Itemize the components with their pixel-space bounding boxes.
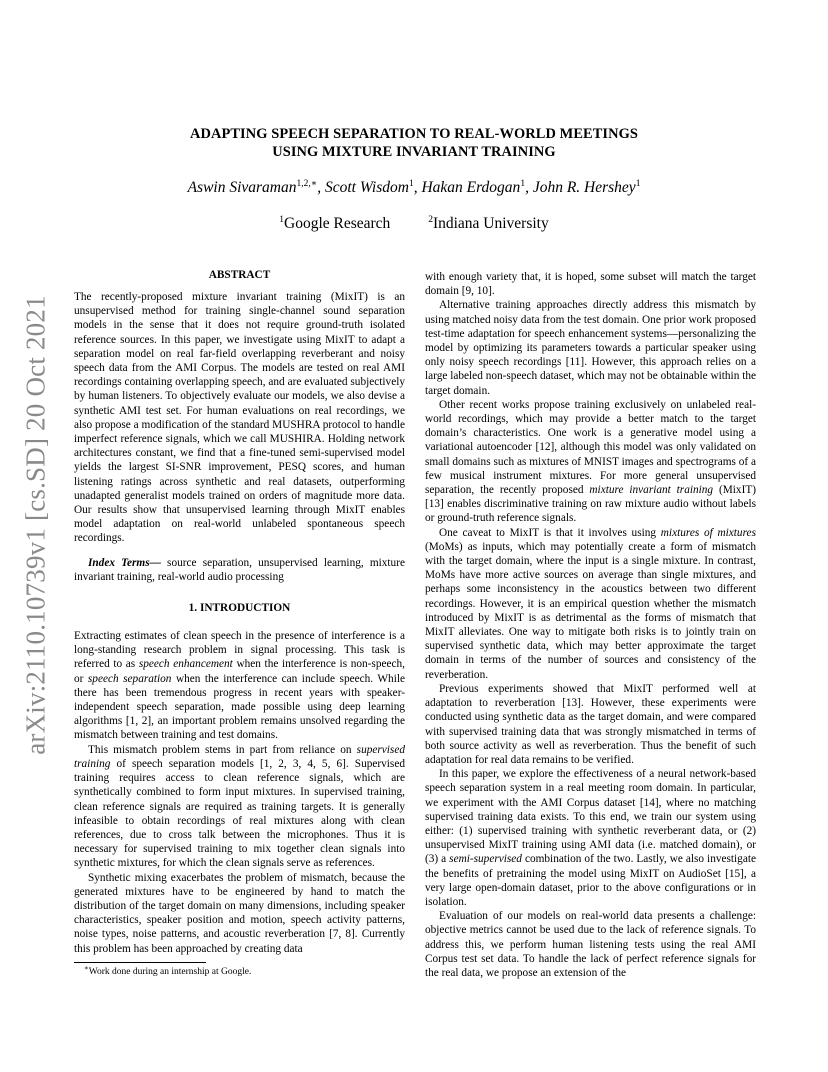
author-separator: ,: [317, 179, 325, 196]
paper-title: [110, 125, 718, 161]
author-name: Aswin Sivaraman: [187, 179, 297, 196]
title-line-2: USING MIXTURE INVARIANT TRAINING: [272, 144, 556, 160]
title-line-1: ADAPTING SPEECH SEPARATION TO REAL-WORLD MEETINGS: [189, 126, 638, 142]
body-paragraph: Evaluation of our models on real-world data presents a challenge: objective metrics cannot be used due to the lack of reference signals. To address this, we perform human listening tests using the real AMI Corpus test set data. To handle the lack of perfect reference signals for the real data, we propose an extension of the: [425, 910, 756, 979]
affiliation-mark: 2: [428, 215, 433, 225]
body-paragraph: Other recent works propose training exclusively on unlabeled real-world recordings, which may provide a better match to the target domain’s characteristics. One work is a generative model using a variational autoencoder [12], although this model was only validated on small domains such as mixtures of MNIST images and spectrograms of a few musical instrument mixtures. For more general unsupervised separation, the recently proposed mixture invariant training (MixIT) [13] enables discriminative training on raw mixture audio without labels or ground-truth reference signals.: [425, 398, 756, 525]
body-paragraph: One caveat to MixIT is that it involves using mixtures of mixtures (MoMs) as inputs, which may potentially create a form of mismatch with the target domain, where the input is a single mixture. In contrast, MoMs have more active sources on average than single mixtures, and perhaps some inconsistency in the acoustics between two different recordings. However, it is an empirical question whether the mismatch introduced by MixIT is as detrimental as the forms of mismatch that MixIT alleviates. One way to mitigate both risks is to jointly train on supervised synthetic data, which may better approximate the target domain in terms of the number of sources and consistency of the reverberation.: [425, 526, 756, 681]
index-terms-text: source separation, unsupervised learning, mixture invariant training, real-world audio processing: [74, 556, 405, 583]
affiliation: [279, 214, 390, 234]
footnote: [84, 966, 251, 978]
intro-paragraph: Extracting estimates of clean speech in the presence of interference is a long-standing research problem in signal processing. This task is referred to as speech enhancement when the interference is non-speech, or speech separation when the interference can include speech. While there has been tremendous progress in recent years with speaker-independent speech separation, made possible using deep learning algorithms [1, 2], an important problem remains unsolved regarding the mismatch between training and test domains.: [74, 630, 405, 742]
arxiv-id-text: arXiv:2110.10739v1 [cs.SD] 20 Oct 2021: [20, 295, 51, 755]
index-terms: [74, 556, 405, 584]
author-name: Scott Wisdom: [324, 179, 409, 196]
affiliation-name: Indiana University: [432, 215, 549, 232]
right-column: [425, 270, 756, 980]
affiliation-list: [100, 214, 728, 234]
author-separator: ,: [413, 179, 422, 196]
body-paragraph: Previous experiments showed that MixIT performed well at adaptation to reverberation [13]. However, these experiments were conducted using synthetic data as the target domain, and were compared with supervised training data that was strongly mismatched in terms of both source activity as well as reverberation. Thus the benefit of such adaptation for real data remains to be verified.: [425, 682, 756, 766]
author-name: Hakan Erdogan: [421, 179, 521, 196]
affiliation-mark: 1: [279, 215, 284, 225]
author-affil-mark: 1: [635, 179, 641, 189]
index-terms-label: Index Terms—: [88, 556, 161, 569]
body-paragraph: with enough variety that, it is hoped, some subset will match the target domain [9, 10].: [425, 271, 756, 298]
intro-paragraph: This mismatch problem stems in part from reliance on supervised training of speech separation models [1, 2, 3, 4, 5, 6]. Supervised training requires access to clean reference signals, which are synthetically combined to form input mixtures. In supervised training, clean reference signals are required as training targets. It is generally infeasible to obtain recordings of real mixtures along with clean references, due to cross talk between the microphones. Thus it is necessary for supervised training to mix together clean signals into synthetic mixtures, for which the clean signals serve as references.: [74, 743, 405, 870]
author-affil-mark: 1: [520, 179, 526, 189]
body-paragraph: In this paper, we explore the effectiveness of a neural network-based speech separation system in a real meeting room domain. In particular, we experiment with the AMI Corpus dataset [14], where no matching supervised training data exists. To this end, we train our system using either: (1) supervised training with synthetic reverberant data, or (2) unsupervised MixIT training using AMI data (i.e. matched domain), or (3) a semi-supervised combination of the two. Lastly, we also investigate the benefits of pretraining the model using MixIT on AudioSet [15], a very large open-domain dataset, prior to the above configurations or in isolation.: [425, 768, 756, 908]
footnote-rule: [74, 962, 206, 963]
footnote-mark: ∗: [84, 964, 89, 972]
author-affil-mark: 1,2,∗: [296, 179, 318, 189]
author-name: John R. Hershey: [532, 179, 636, 196]
author-list: [100, 178, 728, 198]
abstract-text: The recently-proposed mixture invariant training (MixIT) is an unsupervised method for training single-channel sound separation models in the sense that it does not require ground-truth isolated reference sources. In this paper, we investigate using MixIT to adapt a separation model on real far-field overlapping reverberant and noisy speech data from the AMI Corpus. The models are tested on real AMI recordings containing overlapping speech, and are evaluated subjectively by human listeners. To objectively evaluate our models, we also devise a synthetic AMI test set. For human evaluations on real recordings, we also propose a modification of the standard MUSHRA protocol to handle imperfect reference signals, which we call MUSHIRA. Holding network architectures constant, we find that a fine-tuned semi-supervised model yields the largest SI-SNR improvement, PESQ scores, and human listening ratings across synthetic and real datasets, outperforming unadapted generalist models trained on orders of magnitude more data. Our results show that unsupervised learning through MixIT enables model adaptation on real-world unlabeled spontaneous speech recordings.: [74, 291, 405, 545]
abstract-heading: ABSTRACT: [208, 269, 271, 281]
left-column: [74, 268, 405, 956]
author-affil-mark: 1: [408, 179, 414, 189]
affiliation: [428, 214, 549, 234]
footnote-text: Work done during an internship at Google.: [88, 967, 252, 977]
body-paragraph: Alternative training approaches directly address this mismatch by using matched noisy data from the test domain. One prior work proposed test-time adaptation for speech enhancement systems—personalizing the model by optimizing its parameters towards a particular speaker using only noisy speech recordings [11]. However, this approach relies on a large labeled non-speech dataset, which may not be obtainable within the target domain.: [425, 299, 756, 397]
intro-paragraph: Synthetic mixing exacerbates the problem of mismatch, because the generated mixtures have to be engineered by hand to match the distribution of the target domain on many dimensions, including speaker characteristics, speaker position and motion, speech activity patterns, noise types, noise patterns, and acoustic reverberation [7, 8]. Currently this problem has been approached by creating data: [74, 871, 405, 955]
affiliation-name: Google Research: [284, 215, 391, 232]
arxiv-side-identifier: [14, 292, 58, 758]
introduction-heading: 1. INTRODUCTION: [188, 602, 291, 615]
author-separator: ,: [525, 179, 533, 196]
